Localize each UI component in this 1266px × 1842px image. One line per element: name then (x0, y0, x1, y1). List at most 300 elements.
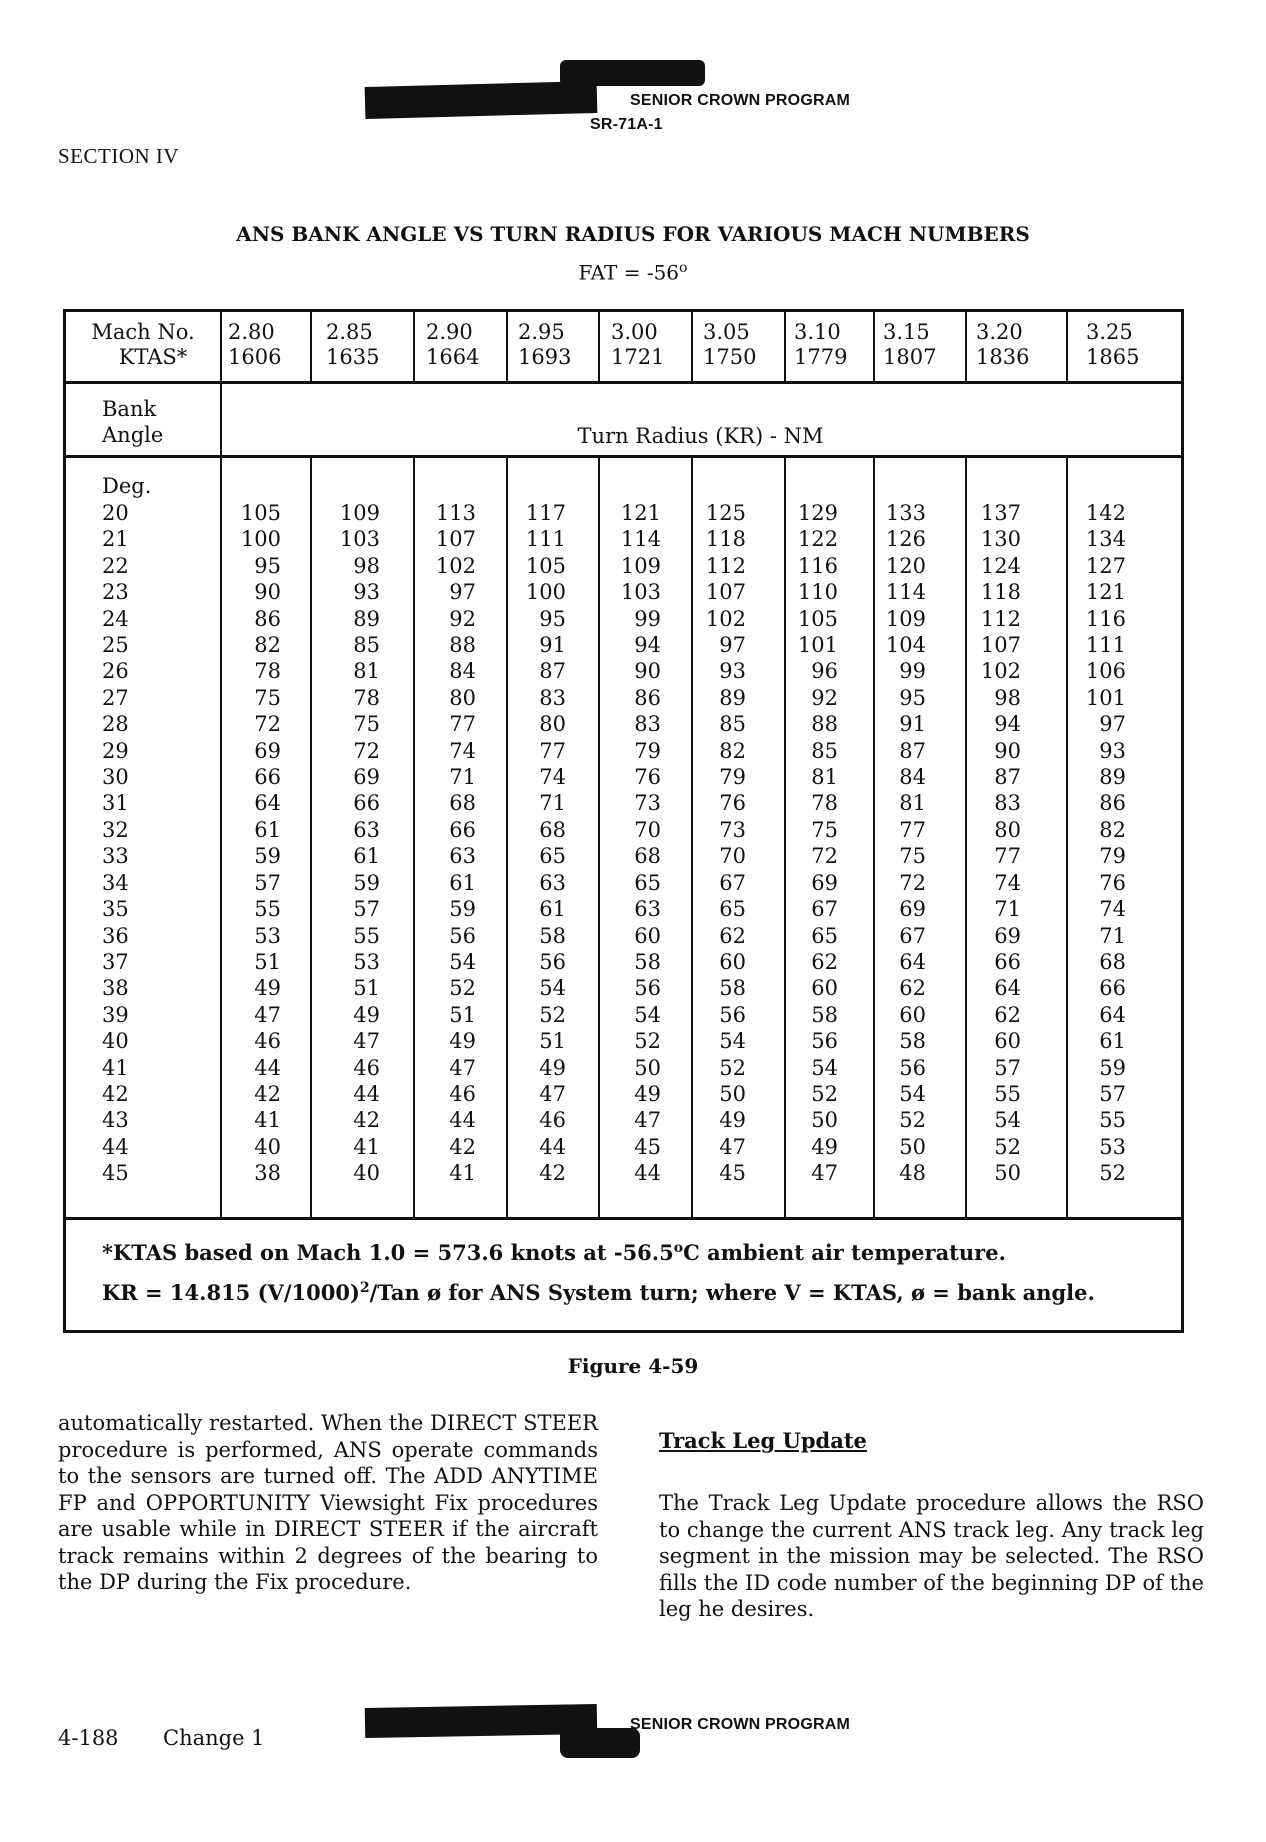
figure-title: ANS BANK ANGLE VS TURN RADIUS FOR VARIOUS MACH NUMBERS (236, 222, 1030, 246)
turn-radius-value: 102 (980, 659, 1021, 684)
turn-radius-value: 111 (1085, 633, 1126, 658)
column-divider (691, 458, 693, 1217)
ktas-value: 1721 (611, 345, 665, 369)
turn-radius-value: 49 (539, 1055, 566, 1080)
turn-radius-value: 56 (719, 1002, 746, 1027)
turn-radius-value: 52 (449, 976, 476, 1001)
mach-header-cell (703, 320, 756, 370)
turn-radius-value: 41 (449, 1161, 476, 1186)
turn-radius-value: 80 (539, 712, 566, 737)
page-number: 4-188 (58, 1726, 119, 1750)
turn-radius-value: 50 (634, 1055, 661, 1080)
turn-radius-value: 66 (254, 765, 281, 790)
turn-radius-value: 84 (449, 659, 476, 684)
bank-angle-value: 42 (102, 1081, 129, 1106)
turn-radius-value: 87 (994, 765, 1021, 790)
header-program: SENIOR CROWN PROGRAM (630, 92, 850, 109)
turn-radius-value: 130 (980, 527, 1021, 552)
ktas-note: *KTAS based on Mach 1.0 = 573.6 knots at -56.5$^o$C ambient air temperature. (102, 1240, 1006, 1265)
mach-number: 3.15 (883, 320, 930, 344)
turn-radius-value: 93 (719, 659, 746, 684)
turn-radius-value: 76 (719, 791, 746, 816)
turn-radius-value: 56 (449, 923, 476, 948)
turn-radius-value: 100 (525, 580, 566, 605)
bank-angle-value: 29 (102, 738, 129, 763)
column-divider (873, 312, 875, 381)
turn-radius-value: 54 (899, 1081, 926, 1106)
figure-caption: Figure 4-59 (567, 1354, 699, 1378)
turn-radius-value: 48 (899, 1161, 926, 1186)
turn-radius-value: 59 (353, 870, 380, 895)
column-divider (598, 312, 600, 381)
turn-radius-column (621, 500, 661, 1187)
turn-radius-value: 83 (634, 712, 661, 737)
turn-radius-value: 117 (525, 501, 566, 525)
turn-radius-value: 93 (353, 580, 380, 605)
bank-angle-value: 23 (102, 580, 129, 605)
turn-radius-value: 101 (1085, 685, 1126, 710)
turn-radius-value: 69 (994, 923, 1021, 948)
deg-label: Deg. (102, 474, 152, 498)
turn-radius-value: 73 (634, 791, 661, 816)
mach-number: 2.90 (426, 320, 473, 344)
ktas-value: 1635 (326, 345, 380, 369)
turn-radius-value: 109 (885, 606, 926, 631)
turn-radius-value: 93 (1099, 738, 1126, 763)
turn-radius-value: 129 (797, 501, 838, 525)
redaction-bar-bottom-small (560, 1728, 640, 1758)
bank-angle-value: 21 (102, 527, 129, 552)
header-doc-id: SR-71A-1 (590, 116, 663, 133)
turn-radius-value: 116 (797, 553, 838, 578)
turn-radius-value: 78 (353, 685, 380, 710)
turn-radius-value: 54 (539, 976, 566, 1001)
turn-radius-value: 90 (254, 580, 281, 605)
notes-row (66, 1220, 1181, 1330)
mach-number: 3.05 (703, 320, 750, 344)
turn-radius-value: 54 (719, 1029, 746, 1054)
ktas-value: 1779 (794, 345, 848, 369)
turn-radius-value: 40 (353, 1161, 380, 1186)
turn-radius-value: 44 (254, 1055, 281, 1080)
mach-number: 2.80 (228, 320, 275, 344)
ktas-value: 1836 (976, 345, 1030, 369)
turn-radius-value: 52 (811, 1081, 838, 1106)
turn-radius-value: 74 (539, 765, 566, 790)
turn-radius-value: 53 (254, 923, 281, 948)
turn-radius-value: 46 (353, 1055, 380, 1080)
turn-radius-value: 63 (449, 844, 476, 869)
bank-angle-value: 34 (102, 870, 129, 895)
turn-radius-value: 91 (539, 633, 566, 658)
turn-radius-value: 137 (980, 501, 1021, 525)
bank-angle-value: 36 (102, 923, 129, 948)
turn-radius-value: 91 (899, 712, 926, 737)
turn-radius-value: 111 (525, 527, 566, 552)
turn-radius-value: 46 (539, 1108, 566, 1133)
turn-radius-value: 109 (339, 501, 380, 525)
turn-radius-value: 99 (634, 606, 661, 631)
turn-radius-value: 42 (353, 1108, 380, 1133)
ktas-value: 1865 (1086, 345, 1140, 369)
turn-radius-value: 51 (353, 976, 380, 1001)
turn-radius-value: 70 (634, 817, 661, 842)
ktas-value: 1750 (703, 345, 757, 369)
turn-radius-value: 112 (980, 606, 1021, 631)
turn-radius-value: 81 (811, 765, 838, 790)
bank-angle-value: 28 (102, 712, 129, 737)
turn-radius-value: 106 (1085, 659, 1126, 684)
mach-number: 3.00 (611, 320, 658, 344)
mach-number: 2.85 (326, 320, 373, 344)
turn-radius-value: 49 (254, 976, 281, 1001)
turn-radius-value: 40 (254, 1134, 281, 1159)
bank-angle-value: 20 (102, 501, 129, 525)
bank-angle-value: 24 (102, 606, 129, 631)
turn-radius-value: 74 (994, 870, 1021, 895)
turn-radius-value: 51 (254, 949, 281, 974)
turn-radius-value: 59 (449, 897, 476, 922)
turn-radius-value: 50 (899, 1134, 926, 1159)
mach-number: 3.25 (1086, 320, 1133, 344)
turn-radius-value: 89 (719, 685, 746, 710)
turn-radius-value: 61 (1099, 1029, 1126, 1054)
bank-angle-value: 32 (102, 817, 129, 842)
turn-radius-value: 69 (811, 870, 838, 895)
turn-radius-column (340, 500, 380, 1187)
column-divider (784, 458, 786, 1217)
turn-radius-value: 87 (899, 738, 926, 763)
ktas-value: 1807 (883, 345, 937, 369)
turn-radius-value: 86 (1099, 791, 1126, 816)
ktas-value: 1606 (228, 345, 282, 369)
turn-radius-column (526, 500, 566, 1187)
bank-angle-value: 25 (102, 633, 129, 658)
turn-radius-value: 92 (449, 606, 476, 631)
turn-radius-value: 94 (634, 633, 661, 658)
turn-radius-value: 72 (254, 712, 281, 737)
mach-header-cell (326, 320, 379, 370)
turn-radius-column (436, 500, 476, 1187)
turn-radius-table (63, 309, 1184, 1333)
turn-radius-value: 73 (719, 817, 746, 842)
mach-number: 3.10 (794, 320, 841, 344)
bank-angle-value: 27 (102, 685, 129, 710)
turn-radius-value: 60 (811, 976, 838, 1001)
turn-radius-value: 81 (899, 791, 926, 816)
turn-radius-value: 53 (1099, 1134, 1126, 1159)
bank-angle-value: 45 (102, 1161, 129, 1186)
turn-radius-value: 127 (1085, 553, 1126, 578)
turn-radius-value: 50 (811, 1108, 838, 1133)
turn-radius-value: 122 (797, 527, 838, 552)
turn-radius-value: 72 (353, 738, 380, 763)
bank-angle-value: 22 (102, 553, 129, 578)
turn-radius-value: 109 (620, 553, 661, 578)
turn-radius-value: 85 (719, 712, 746, 737)
turn-radius-value: 46 (449, 1081, 476, 1106)
turn-radius-value: 49 (634, 1081, 661, 1106)
mach-number: 3.20 (976, 320, 1023, 344)
turn-radius-value: 66 (994, 949, 1021, 974)
turn-radius-value: 54 (634, 1002, 661, 1027)
turn-radius-value: 76 (1099, 870, 1126, 895)
turn-radius-value: 49 (719, 1108, 746, 1133)
turn-radius-value: 101 (797, 633, 838, 658)
turn-radius-value: 44 (539, 1134, 566, 1159)
bank-angle-value: 43 (102, 1108, 129, 1133)
turn-radius-value: 81 (353, 659, 380, 684)
turn-radius-value: 77 (994, 844, 1021, 869)
turn-radius-value: 61 (254, 817, 281, 842)
turn-radius-value: 66 (449, 817, 476, 842)
turn-radius-value: 107 (705, 580, 746, 605)
turn-radius-value: 118 (980, 580, 1021, 605)
turn-radius-value: 78 (811, 791, 838, 816)
column-divider (413, 312, 415, 381)
turn-radius-value: 105 (240, 501, 281, 525)
turn-radius-value: 45 (634, 1134, 661, 1159)
turn-radius-value: 80 (449, 685, 476, 710)
turn-radius-value: 64 (254, 791, 281, 816)
turn-radius-value: 62 (899, 976, 926, 1001)
turn-radius-value: 74 (449, 738, 476, 763)
turn-radius-value: 86 (634, 685, 661, 710)
turn-radius-value: 63 (353, 817, 380, 842)
turn-radius-value: 56 (899, 1055, 926, 1080)
turn-radius-value: 79 (719, 765, 746, 790)
mach-number: 2.95 (518, 320, 565, 344)
column-divider (784, 312, 786, 381)
turn-radius-value: 52 (994, 1134, 1021, 1159)
bank-angle-value: 39 (102, 1002, 129, 1027)
turn-radius-value: 71 (449, 765, 476, 790)
mach-ktas-label: Mach No. KTAS* (91, 320, 195, 369)
redaction-bar-top (365, 81, 598, 119)
turn-radius-value: 62 (811, 949, 838, 974)
column-divider (310, 458, 312, 1217)
turn-radius-value: 51 (449, 1002, 476, 1027)
turn-radius-value: 62 (994, 1002, 1021, 1027)
turn-radius-value: 55 (353, 923, 380, 948)
turn-radius-value: 67 (719, 870, 746, 895)
turn-radius-value: 52 (1099, 1161, 1126, 1186)
turn-radius-value: 60 (899, 1002, 926, 1027)
turn-radius-value: 85 (353, 633, 380, 658)
turn-radius-value: 70 (719, 844, 746, 869)
turn-radius-value: 86 (254, 606, 281, 631)
column-divider (691, 312, 693, 381)
ktas-value: 1664 (426, 345, 480, 369)
turn-radius-value: 96 (811, 659, 838, 684)
turn-radius-value: 64 (899, 949, 926, 974)
turn-radius-value: 54 (811, 1055, 838, 1080)
redaction-bar-top-small (560, 60, 705, 86)
turn-radius-value: 94 (994, 712, 1021, 737)
footer-program: SENIOR CROWN PROGRAM (630, 1716, 850, 1733)
turn-radius-value: 90 (994, 738, 1021, 763)
turn-radius-value: 54 (994, 1108, 1021, 1133)
turn-radius-value: 69 (899, 897, 926, 922)
turn-radius-value: 52 (719, 1055, 746, 1080)
turn-radius-value: 66 (1099, 976, 1126, 1001)
turn-radius-label: Turn Radius (KR) - NM (577, 424, 824, 448)
turn-radius-value: 64 (1099, 1002, 1126, 1027)
mach-header-cell (518, 320, 571, 370)
turn-radius-value: 56 (811, 1029, 838, 1054)
ktas-value: 1693 (518, 345, 572, 369)
turn-radius-value: 60 (634, 923, 661, 948)
turn-radius-column (706, 500, 746, 1187)
turn-radius-value: 68 (634, 844, 661, 869)
turn-radius-column (981, 500, 1021, 1187)
turn-radius-value: 92 (811, 685, 838, 710)
turn-radius-value: 66 (353, 791, 380, 816)
turn-radius-value: 100 (240, 527, 281, 552)
column-divider (220, 312, 222, 381)
mach-header-cell (228, 320, 281, 370)
bank-angle-value: 44 (102, 1134, 129, 1159)
turn-radius-value: 61 (449, 870, 476, 895)
turn-radius-value: 114 (885, 580, 926, 605)
turn-radius-value: 62 (719, 923, 746, 948)
bank-angle-value: 31 (102, 791, 129, 816)
turn-radius-value: 74 (1099, 897, 1126, 922)
bank-angle-value: 41 (102, 1055, 129, 1080)
turn-radius-value: 47 (811, 1161, 838, 1186)
turn-radius-value: 79 (1099, 844, 1126, 869)
turn-radius-value: 104 (885, 633, 926, 658)
turn-radius-value: 69 (353, 765, 380, 790)
turn-radius-value: 47 (254, 1002, 281, 1027)
turn-radius-value: 49 (353, 1002, 380, 1027)
turn-radius-value: 51 (539, 1029, 566, 1054)
bank-angle-value: 37 (102, 949, 129, 974)
turn-radius-value: 118 (705, 527, 746, 552)
turn-radius-value: 71 (994, 897, 1021, 922)
turn-radius-value: 44 (634, 1161, 661, 1186)
bank-angle-value: 35 (102, 897, 129, 922)
turn-radius-value: 52 (899, 1108, 926, 1133)
turn-radius-value: 67 (899, 923, 926, 948)
turn-radius-value: 98 (994, 685, 1021, 710)
turn-radius-value: 61 (539, 897, 566, 922)
bank-angle-value: 33 (102, 844, 129, 869)
turn-radius-value: 82 (719, 738, 746, 763)
turn-radius-value: 113 (435, 501, 476, 525)
turn-radius-value: 41 (353, 1134, 380, 1159)
turn-radius-value: 55 (994, 1081, 1021, 1106)
turn-radius-value: 124 (980, 553, 1021, 578)
turn-radius-value: 42 (539, 1161, 566, 1186)
kr-formula-note: KR = 14.815 $(V/1000)^2$/Tan ø for ANS System turn; where V = KTAS, ø = bank angle. (102, 1280, 1095, 1305)
turn-radius-value: 126 (885, 527, 926, 552)
turn-radius-value: 77 (899, 817, 926, 842)
turn-radius-value: 75 (254, 685, 281, 710)
section-label: SECTION IV (58, 144, 180, 168)
turn-radius-value: 65 (811, 923, 838, 948)
turn-radius-value: 42 (254, 1081, 281, 1106)
turn-radius-value: 50 (719, 1081, 746, 1106)
turn-radius-value: 71 (1099, 923, 1126, 948)
bank-angle-label: Bank Angle (102, 397, 164, 447)
turn-radius-column (798, 500, 838, 1187)
turn-radius-value: 57 (353, 897, 380, 922)
turn-radius-value: 134 (1085, 527, 1126, 552)
turn-radius-value: 76 (634, 765, 661, 790)
column-divider (506, 458, 508, 1217)
turn-radius-value: 75 (811, 817, 838, 842)
turn-radius-value: 67 (811, 897, 838, 922)
bank-angle-value: 38 (102, 976, 129, 1001)
turn-radius-value: 69 (254, 738, 281, 763)
column-divider (965, 458, 967, 1217)
turn-radius-value: 83 (994, 791, 1021, 816)
turn-radius-value: 47 (449, 1055, 476, 1080)
turn-radius-value: 85 (811, 738, 838, 763)
turn-radius-value: 89 (353, 606, 380, 631)
turn-radius-value: 58 (811, 1002, 838, 1027)
turn-radius-value: 125 (705, 501, 746, 525)
turn-radius-value: 65 (719, 897, 746, 922)
turn-radius-value: 83 (539, 685, 566, 710)
turn-radius-value: 46 (254, 1029, 281, 1054)
bank-angle-value: 26 (102, 659, 129, 684)
turn-radius-value: 60 (719, 949, 746, 974)
turn-radius-value: 57 (1099, 1081, 1126, 1106)
turn-radius-value: 77 (449, 712, 476, 737)
bank-angle-value: 30 (102, 765, 129, 790)
column-divider (220, 384, 222, 455)
turn-radius-value: 121 (620, 501, 661, 525)
column-divider (598, 458, 600, 1217)
turn-radius-value: 47 (353, 1029, 380, 1054)
mach-header-cell (426, 320, 479, 370)
bank-angle-header-row (66, 384, 1181, 458)
turn-radius-value: 121 (1085, 580, 1126, 605)
turn-radius-value: 50 (994, 1161, 1021, 1186)
column-divider (873, 458, 875, 1217)
turn-radius-value: 99 (899, 659, 926, 684)
turn-radius-value: 59 (1099, 1055, 1126, 1080)
turn-radius-value: 75 (353, 712, 380, 737)
column-divider (220, 458, 222, 1217)
mach-header-cell (794, 320, 847, 370)
turn-radius-value: 95 (254, 553, 281, 578)
turn-radius-value: 110 (797, 580, 838, 605)
turn-radius-value: 88 (811, 712, 838, 737)
turn-radius-value: 103 (339, 527, 380, 552)
turn-radius-value: 47 (719, 1134, 746, 1159)
turn-radius-value: 47 (539, 1081, 566, 1106)
bank-angle-value: 40 (102, 1029, 129, 1054)
turn-radius-value: 55 (254, 897, 281, 922)
body-paragraph-left: automatically restarted. When the DIRECT STEER procedure is performed, ANS operate commands to the sensors are turned off. The ADD ANYTIME FP and OPPORTUNITY Viewsight Fix procedures are usable while in DIRECT STEER if the aircraft track remains within 2 degrees of the bearing to the DP during the Fix procedure. (58, 1411, 598, 1594)
turn-radius-value: 71 (539, 791, 566, 816)
turn-radius-value: 44 (353, 1081, 380, 1106)
turn-radius-value: 58 (899, 1029, 926, 1054)
turn-radius-value: 87 (539, 659, 566, 684)
turn-radius-value: 63 (634, 897, 661, 922)
turn-radius-value: 107 (435, 527, 476, 552)
turn-radius-value: 49 (811, 1134, 838, 1159)
turn-radius-value: 88 (449, 633, 476, 658)
turn-radius-value: 98 (353, 553, 380, 578)
turn-radius-value: 97 (719, 633, 746, 658)
column-divider (1066, 312, 1068, 381)
turn-radius-value: 133 (885, 501, 926, 525)
turn-radius-value: 65 (539, 844, 566, 869)
